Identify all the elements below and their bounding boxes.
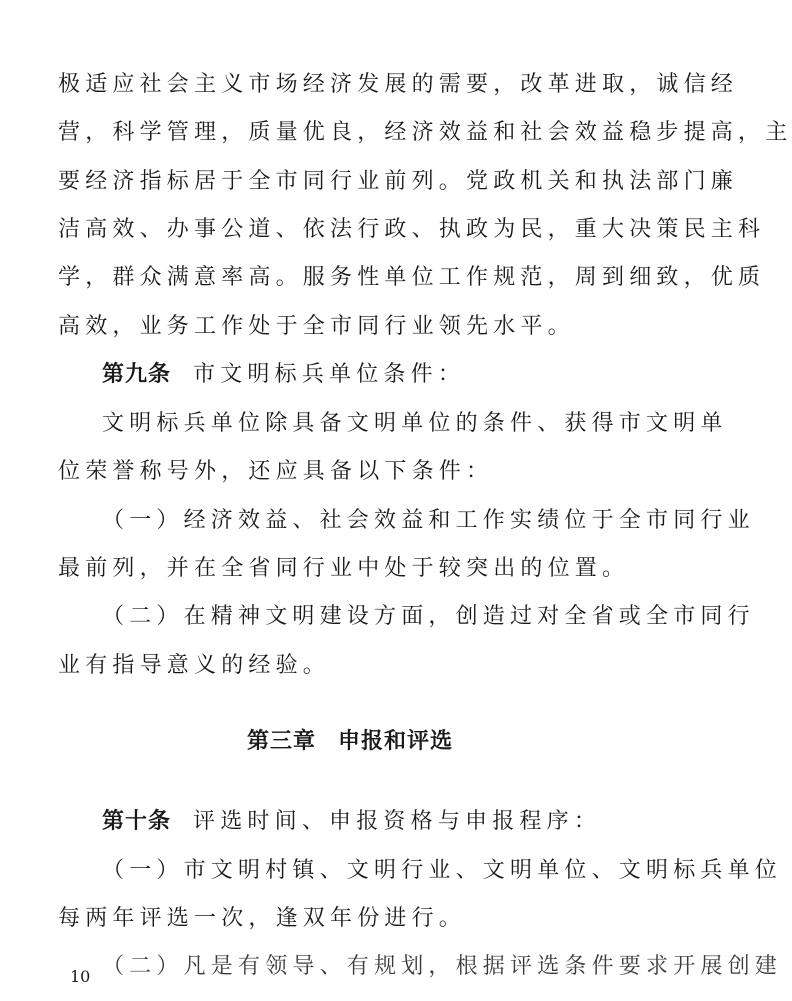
article-9-item-2-line: （二）在精神文明建设方面，创造过对全省或全市同行	[102, 604, 755, 629]
paragraph-line: 高效，业务工作处于全市同行业领先水平。	[58, 314, 575, 339]
page-number: 10	[70, 967, 91, 986]
chapter-title: 申报和评选	[338, 729, 454, 754]
chapter-heading	[0, 728, 700, 756]
article-9-title: 市文明标兵单位条件：	[193, 362, 466, 387]
article-10-heading: 第十条	[102, 809, 172, 834]
article-9-line	[102, 361, 465, 389]
paragraph-line: 洁高效、办事公道、依法行政、执政为民，重大决策民主科	[58, 217, 766, 242]
article-9-item-1-line: 最前列，并在全省同行业中处于较突出的位置。	[58, 556, 630, 581]
article-9-body-line: 位荣誉称号外，还应具备以下条件：	[58, 459, 494, 484]
article-9-item-1-line: （一）经济效益、社会效益和工作实绩位于全市同行业	[102, 508, 755, 533]
article-10-item-2-line: （二）凡是有领导、有规划，根据评选条件要求开展创建	[102, 954, 783, 979]
paragraph-line: 要经济指标居于全市同行业前列。党政机关和执法部门廉	[58, 169, 739, 194]
article-10-title: 评选时间、申报资格与申报程序：	[193, 809, 602, 834]
article-9-body-line: 文明标兵单位除具备文明单位的条件、获得市文明单	[102, 411, 728, 436]
article-10-line	[102, 808, 601, 836]
article-9-heading: 第九条	[102, 362, 172, 387]
article-9-item-2-line: 业有指导意义的经验。	[58, 653, 331, 678]
article-10-item-1-line: 每两年评选一次，逢双年份进行。	[58, 906, 467, 931]
paragraph-line: 营，科学管理，质量优良，经济效益和社会效益稳步提高，主	[58, 120, 792, 145]
paragraph-line: 极适应社会主义市场经济发展的需要，改革进取，诚信经	[58, 72, 739, 97]
chapter-number: 第三章	[246, 729, 316, 754]
article-10-item-1-line: （一）市文明村镇、文明行业、文明单位、文明标兵单位	[102, 858, 783, 883]
paragraph-line: 学，群众满意率高。服务性单位工作规范，周到细致，优质	[58, 265, 766, 290]
